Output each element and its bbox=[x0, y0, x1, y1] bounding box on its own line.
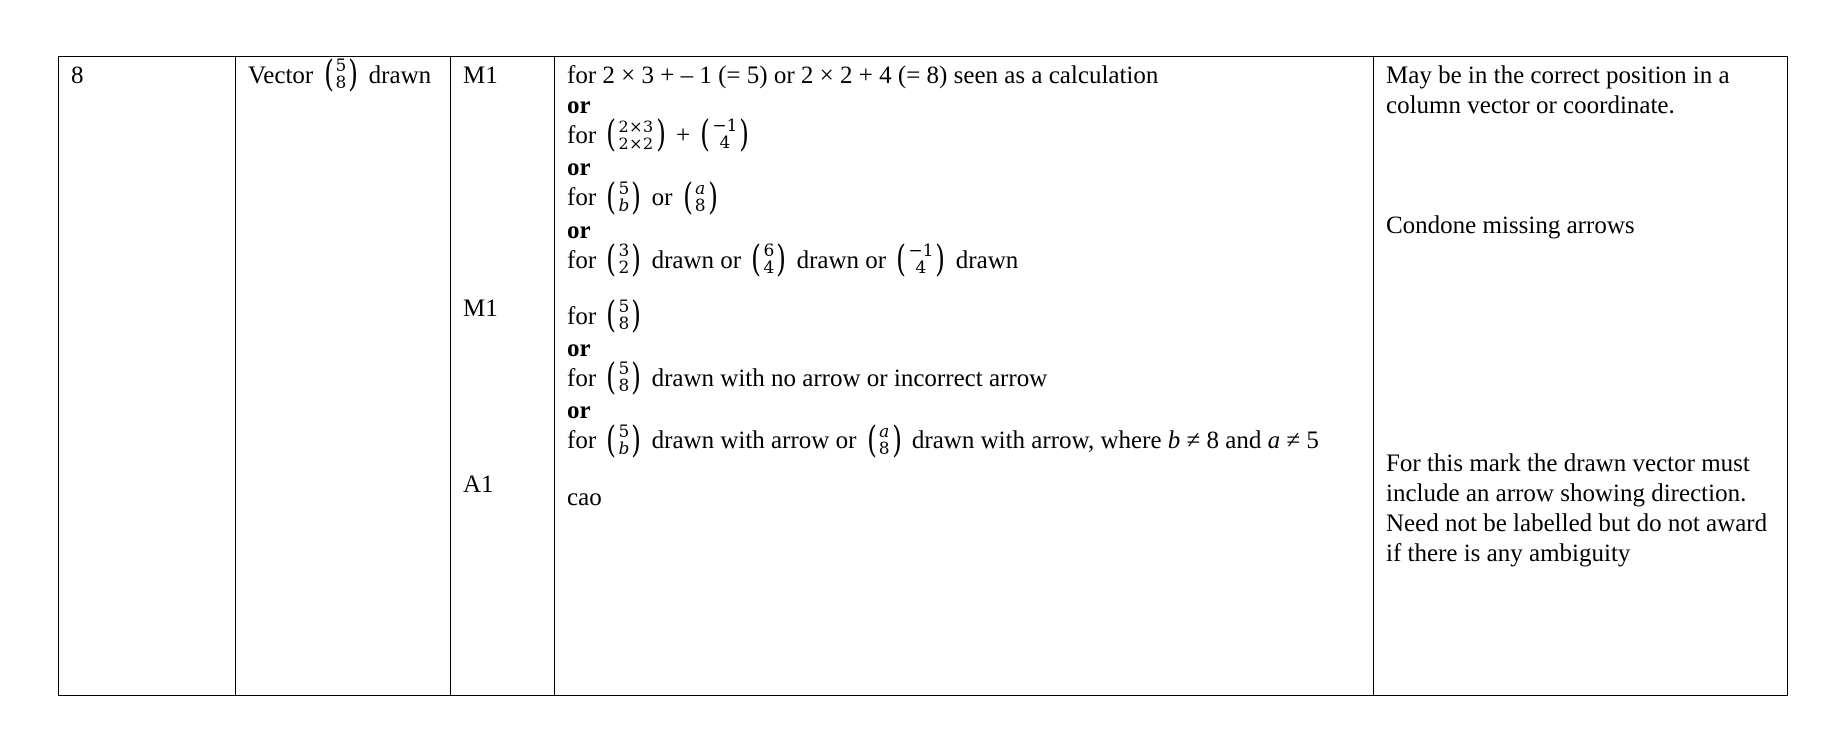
answer-prefix: Vector bbox=[248, 62, 314, 89]
guidance-position: May be in the correct position in a column vector or coordinate. bbox=[1386, 62, 1730, 119]
m1a-line4: for ( 3 2 ) drawn or ( 6 4 ) drawn or ( −1 4 ) drawn bbox=[567, 238, 1019, 280]
notes-cell bbox=[555, 57, 1374, 696]
answer-vector: ( 5 8 ) bbox=[323, 54, 359, 96]
m1b-line1: for ( 5 8 ) bbox=[567, 295, 642, 337]
guidance-ambiguity: Need not be labelled but do not award if there is any ambiguity bbox=[1386, 510, 1768, 567]
or-label: or bbox=[567, 92, 591, 119]
answer-cell bbox=[236, 54, 451, 696]
m1b-line3: for ( 5 b ) drawn with arrow or ( a 8 ) drawn with arrow, where b ≠ 8 and a ≠ 5 bbox=[567, 419, 1319, 461]
a1-text: cao bbox=[567, 483, 602, 511]
or-label: or bbox=[567, 154, 591, 182]
mark-code-a1: A1 bbox=[463, 471, 494, 498]
or-label: or bbox=[567, 397, 591, 425]
guidance-cell bbox=[1374, 57, 1788, 696]
guidance-condone: Condone missing arrows bbox=[1386, 212, 1635, 239]
table-row bbox=[59, 57, 1788, 696]
mark-scheme-table bbox=[58, 56, 1788, 696]
or-label: or bbox=[567, 216, 591, 244]
m1a-line1: for 2 × 3 + – 1 (= 5) or 2 × 2 + 4 (= 8) seen as a calculation bbox=[567, 62, 1159, 89]
mark-cell bbox=[451, 57, 555, 696]
answer-suffix: drawn bbox=[368, 62, 432, 89]
m1b-line2: for ( 5 8 ) drawn with no arrow or incorrect arrow bbox=[567, 357, 1048, 399]
mark-code-m1-second: M1 bbox=[463, 295, 498, 322]
question-number-cell bbox=[59, 57, 236, 696]
m1a-line2: for ( 2×3 2×2 ) + ( −1 4 ) bbox=[567, 114, 750, 156]
or-label: or bbox=[567, 335, 591, 363]
m1a-line3: for ( 5 b ) or ( a 8 ) bbox=[567, 176, 718, 218]
guidance-arrow: For this mark the drawn vector must include an arrow showing direction. bbox=[1386, 450, 1750, 507]
question-number: 8 bbox=[71, 62, 84, 89]
mark-code-m1-first: M1 bbox=[463, 62, 498, 89]
